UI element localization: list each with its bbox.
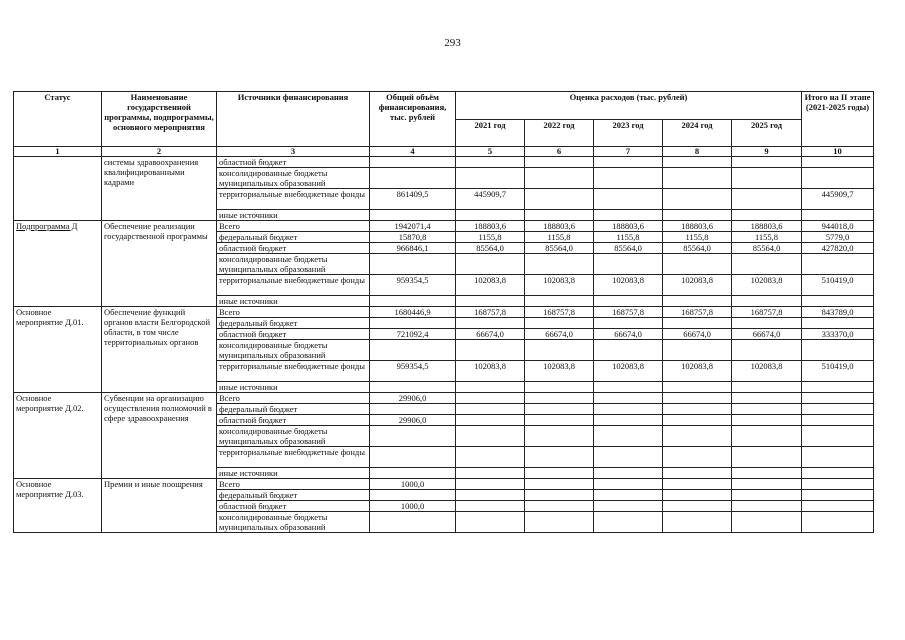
row-status: Основное мероприятие Д.01. xyxy=(14,307,102,393)
year-cell xyxy=(663,415,732,426)
total-cell: 15870,8 xyxy=(370,232,456,243)
header-total: Общий объём финансирования, тыс. рублей xyxy=(370,92,456,147)
itogo-cell xyxy=(802,254,874,275)
column-index: 10 xyxy=(802,147,874,157)
year-cell xyxy=(456,447,525,468)
year-cell xyxy=(594,189,663,210)
year-cell xyxy=(663,382,732,393)
source-cell: консолидированные бюджеты муниципальных образований xyxy=(217,168,370,189)
total-cell: 1942071,4 xyxy=(370,221,456,232)
year-cell xyxy=(732,168,802,189)
year-cell xyxy=(663,296,732,307)
year-cell xyxy=(663,447,732,468)
year-cell: 102083,8 xyxy=(594,361,663,382)
total-cell: 861409,5 xyxy=(370,189,456,210)
year-cell xyxy=(525,426,594,447)
total-cell xyxy=(370,157,456,168)
year-cell: 168757,8 xyxy=(594,307,663,318)
year-cell xyxy=(525,479,594,490)
total-cell xyxy=(370,512,456,533)
year-cell: 188803,6 xyxy=(525,221,594,232)
year-cell xyxy=(732,382,802,393)
column-index: 4 xyxy=(370,147,456,157)
year-cell xyxy=(525,168,594,189)
year-cell xyxy=(594,415,663,426)
table-body xyxy=(14,157,874,533)
header-name: Наименование государственной программы, подпрограммы, основного мероприятия xyxy=(102,92,217,147)
year-cell xyxy=(663,426,732,447)
year-cell xyxy=(663,168,732,189)
year-cell: 188803,6 xyxy=(663,221,732,232)
year-cell xyxy=(456,501,525,512)
year-cell xyxy=(732,512,802,533)
source-cell: территориальные внебюджетные фонды xyxy=(217,447,370,468)
total-cell: 721092,4 xyxy=(370,329,456,340)
year-cell xyxy=(663,210,732,221)
year-cell: 85564,0 xyxy=(525,243,594,254)
itogo-cell: 510419,0 xyxy=(802,275,874,296)
source-cell: консолидированные бюджеты муниципальных образований xyxy=(217,512,370,533)
total-cell xyxy=(370,404,456,415)
itogo-cell xyxy=(802,340,874,361)
year-cell xyxy=(456,468,525,479)
year-cell xyxy=(663,501,732,512)
year-cell xyxy=(456,157,525,168)
itogo-cell xyxy=(802,490,874,501)
column-index: 9 xyxy=(732,147,802,157)
year-cell xyxy=(525,189,594,210)
itogo-cell: 5779,0 xyxy=(802,232,874,243)
year-cell xyxy=(525,340,594,361)
itogo-cell xyxy=(802,318,874,329)
source-cell: Всего xyxy=(217,393,370,404)
table-row xyxy=(14,221,874,232)
year-cell xyxy=(594,404,663,415)
source-cell: территориальные внебюджетные фонды xyxy=(217,361,370,382)
year-cell: 168757,8 xyxy=(456,307,525,318)
header-estimate: Оценка расходов (тыс. рублей) xyxy=(456,92,802,120)
year-cell: 102083,8 xyxy=(456,361,525,382)
year-cell xyxy=(594,382,663,393)
total-cell: 959354,5 xyxy=(370,361,456,382)
total-cell: 959354,5 xyxy=(370,275,456,296)
itogo-cell: 510419,0 xyxy=(802,361,874,382)
year-cell xyxy=(525,393,594,404)
source-cell: иные источники xyxy=(217,210,370,221)
source-cell: консолидированные бюджеты муниципальных образований xyxy=(217,254,370,275)
year-cell xyxy=(732,340,802,361)
year-cell xyxy=(663,512,732,533)
year-cell xyxy=(594,296,663,307)
column-index: 7 xyxy=(594,147,663,157)
column-index: 3 xyxy=(217,147,370,157)
year-cell: 66674,0 xyxy=(732,329,802,340)
source-cell: территориальные внебюджетные фонды xyxy=(217,275,370,296)
row-name: Премии и иные поощрения xyxy=(102,479,217,533)
source-cell: областной бюджет xyxy=(217,243,370,254)
column-index: 8 xyxy=(663,147,732,157)
itogo-cell xyxy=(802,479,874,490)
year-cell xyxy=(456,393,525,404)
year-cell xyxy=(594,501,663,512)
year-cell: 1155,8 xyxy=(594,232,663,243)
year-cell: 102083,8 xyxy=(663,275,732,296)
source-cell: федеральный бюджет xyxy=(217,232,370,243)
row-name: Обеспечение реализации государственной программы xyxy=(102,221,217,307)
year-cell xyxy=(594,447,663,468)
header-year-2023: 2023 год xyxy=(594,119,663,147)
year-cell xyxy=(594,512,663,533)
header-year-2024: 2024 год xyxy=(663,119,732,147)
source-cell: федеральный бюджет xyxy=(217,404,370,415)
itogo-cell xyxy=(802,393,874,404)
year-cell: 85564,0 xyxy=(732,243,802,254)
year-cell: 66674,0 xyxy=(663,329,732,340)
source-cell: областной бюджет xyxy=(217,501,370,512)
itogo-cell xyxy=(802,296,874,307)
itogo-cell xyxy=(802,468,874,479)
year-cell xyxy=(663,468,732,479)
year-cell xyxy=(732,479,802,490)
year-cell xyxy=(525,415,594,426)
year-cell xyxy=(456,512,525,533)
page-number: 293 xyxy=(444,37,461,49)
itogo-cell xyxy=(802,404,874,415)
source-cell: консолидированные бюджеты муниципальных образований xyxy=(217,340,370,361)
year-cell xyxy=(594,479,663,490)
year-cell xyxy=(456,254,525,275)
source-cell: Всего xyxy=(217,221,370,232)
year-cell xyxy=(525,254,594,275)
year-cell xyxy=(732,404,802,415)
year-cell xyxy=(525,318,594,329)
year-cell xyxy=(594,157,663,168)
year-cell xyxy=(456,318,525,329)
total-cell xyxy=(370,254,456,275)
year-cell xyxy=(732,468,802,479)
year-cell: 102083,8 xyxy=(732,275,802,296)
row-status: Основное мероприятие Д.02. xyxy=(14,393,102,479)
row-name: Субвенции на организацию осуществления полномочий в сфере здравоохранения xyxy=(102,393,217,479)
total-cell xyxy=(370,382,456,393)
year-cell xyxy=(594,393,663,404)
year-cell xyxy=(663,318,732,329)
total-cell xyxy=(370,210,456,221)
year-cell: 102083,8 xyxy=(525,275,594,296)
itogo-cell xyxy=(802,501,874,512)
row-name: системы здравоохранения квалифицированными кадрами xyxy=(102,157,217,221)
year-cell xyxy=(456,490,525,501)
year-cell xyxy=(594,210,663,221)
total-cell xyxy=(370,340,456,361)
year-cell xyxy=(456,382,525,393)
source-cell: иные источники xyxy=(217,468,370,479)
year-cell xyxy=(456,426,525,447)
year-cell: 85564,0 xyxy=(663,243,732,254)
total-cell: 966846,1 xyxy=(370,243,456,254)
source-cell: областной бюджет xyxy=(217,157,370,168)
row-status: Подпрограмма Д xyxy=(14,221,102,307)
header-year-2022: 2022 год xyxy=(525,119,594,147)
year-cell xyxy=(732,447,802,468)
financing-table xyxy=(13,91,874,533)
row-name: Обеспечение функций органов власти Белгородской области, в том числе территориальных органов xyxy=(102,307,217,393)
year-cell: 168757,8 xyxy=(732,307,802,318)
total-cell xyxy=(370,296,456,307)
itogo-cell: 843789,0 xyxy=(802,307,874,318)
year-cell xyxy=(732,318,802,329)
itogo-cell: 427820,0 xyxy=(802,243,874,254)
year-cell: 66674,0 xyxy=(525,329,594,340)
itogo-cell xyxy=(802,426,874,447)
year-cell: 102083,8 xyxy=(456,275,525,296)
year-cell: 168757,8 xyxy=(525,307,594,318)
year-cell xyxy=(732,254,802,275)
itogo-cell: 445909,7 xyxy=(802,189,874,210)
year-cell: 102083,8 xyxy=(594,275,663,296)
column-index: 2 xyxy=(102,147,217,157)
year-cell xyxy=(456,210,525,221)
header-itogo: Итого на II этапе (2021-2025 годы) xyxy=(802,92,874,147)
total-cell: 1680446,9 xyxy=(370,307,456,318)
table-row xyxy=(14,307,874,318)
itogo-cell xyxy=(802,447,874,468)
year-cell xyxy=(663,157,732,168)
row-status xyxy=(14,157,102,221)
total-cell: 1000,0 xyxy=(370,501,456,512)
year-cell xyxy=(594,468,663,479)
year-cell: 66674,0 xyxy=(456,329,525,340)
header-sources: Источники финансирования xyxy=(217,92,370,147)
year-cell: 1155,8 xyxy=(456,232,525,243)
year-cell xyxy=(732,296,802,307)
year-cell xyxy=(525,157,594,168)
year-cell: 445909,7 xyxy=(456,189,525,210)
total-cell xyxy=(370,468,456,479)
itogo-cell xyxy=(802,210,874,221)
year-cell xyxy=(525,296,594,307)
year-cell xyxy=(663,479,732,490)
year-cell xyxy=(456,415,525,426)
year-cell: 188803,6 xyxy=(456,221,525,232)
itogo-cell: 944018,0 xyxy=(802,221,874,232)
table-row xyxy=(14,157,874,168)
total-cell: 1000,0 xyxy=(370,479,456,490)
year-cell xyxy=(732,393,802,404)
year-cell xyxy=(732,210,802,221)
itogo-cell xyxy=(802,382,874,393)
table-row xyxy=(14,393,874,404)
year-cell xyxy=(525,512,594,533)
table-row xyxy=(14,479,874,490)
header-status: Статус xyxy=(14,92,102,147)
year-cell xyxy=(525,404,594,415)
total-cell: 29906,0 xyxy=(370,393,456,404)
year-cell xyxy=(525,210,594,221)
total-cell xyxy=(370,168,456,189)
year-cell: 188803,6 xyxy=(594,221,663,232)
year-cell: 102083,8 xyxy=(663,361,732,382)
total-cell xyxy=(370,318,456,329)
year-cell xyxy=(732,415,802,426)
source-cell: иные источники xyxy=(217,382,370,393)
total-cell xyxy=(370,490,456,501)
source-cell: территориальные внебюджетные фонды xyxy=(217,189,370,210)
itogo-cell: 333370,0 xyxy=(802,329,874,340)
year-cell xyxy=(456,296,525,307)
source-cell: Всего xyxy=(217,479,370,490)
source-cell: консолидированные бюджеты муниципальных образований xyxy=(217,426,370,447)
year-cell: 1155,8 xyxy=(663,232,732,243)
year-cell xyxy=(525,382,594,393)
year-cell xyxy=(663,393,732,404)
year-cell: 85564,0 xyxy=(594,243,663,254)
itogo-cell xyxy=(802,512,874,533)
year-cell: 1155,8 xyxy=(732,232,802,243)
year-cell xyxy=(456,168,525,189)
total-cell xyxy=(370,447,456,468)
year-cell xyxy=(663,404,732,415)
year-cell xyxy=(594,318,663,329)
year-cell: 168757,8 xyxy=(663,307,732,318)
year-cell xyxy=(594,168,663,189)
column-index: 5 xyxy=(456,147,525,157)
year-cell: 188803,6 xyxy=(732,221,802,232)
year-cell xyxy=(456,404,525,415)
year-cell xyxy=(663,189,732,210)
itogo-cell xyxy=(802,168,874,189)
year-cell xyxy=(732,189,802,210)
column-index-row xyxy=(14,147,874,157)
year-cell: 85564,0 xyxy=(456,243,525,254)
total-cell: 29906,0 xyxy=(370,415,456,426)
year-cell: 1155,8 xyxy=(525,232,594,243)
row-status: Основное мероприятие Д.03. xyxy=(14,479,102,533)
year-cell xyxy=(594,254,663,275)
year-cell xyxy=(525,468,594,479)
year-cell xyxy=(594,426,663,447)
header-year-2021: 2021 год xyxy=(456,119,525,147)
year-cell xyxy=(663,254,732,275)
column-index: 6 xyxy=(525,147,594,157)
year-cell xyxy=(663,490,732,501)
year-cell xyxy=(456,340,525,361)
itogo-cell xyxy=(802,157,874,168)
year-cell xyxy=(663,340,732,361)
year-cell xyxy=(525,447,594,468)
source-cell: Всего xyxy=(217,307,370,318)
year-cell xyxy=(456,479,525,490)
source-cell: областной бюджет xyxy=(217,415,370,426)
year-cell xyxy=(732,157,802,168)
year-cell xyxy=(594,490,663,501)
column-index: 1 xyxy=(14,147,102,157)
year-cell xyxy=(732,490,802,501)
year-cell xyxy=(732,426,802,447)
year-cell xyxy=(525,490,594,501)
source-cell: иные источники xyxy=(217,296,370,307)
itogo-cell xyxy=(802,415,874,426)
year-cell: 102083,8 xyxy=(732,361,802,382)
year-cell: 66674,0 xyxy=(594,329,663,340)
source-cell: федеральный бюджет xyxy=(217,490,370,501)
year-cell xyxy=(732,501,802,512)
total-cell xyxy=(370,426,456,447)
source-cell: областной бюджет xyxy=(217,329,370,340)
year-cell xyxy=(525,501,594,512)
year-cell: 102083,8 xyxy=(525,361,594,382)
header-year-2025: 2025 год xyxy=(732,119,802,147)
year-cell xyxy=(594,340,663,361)
source-cell: федеральный бюджет xyxy=(217,318,370,329)
